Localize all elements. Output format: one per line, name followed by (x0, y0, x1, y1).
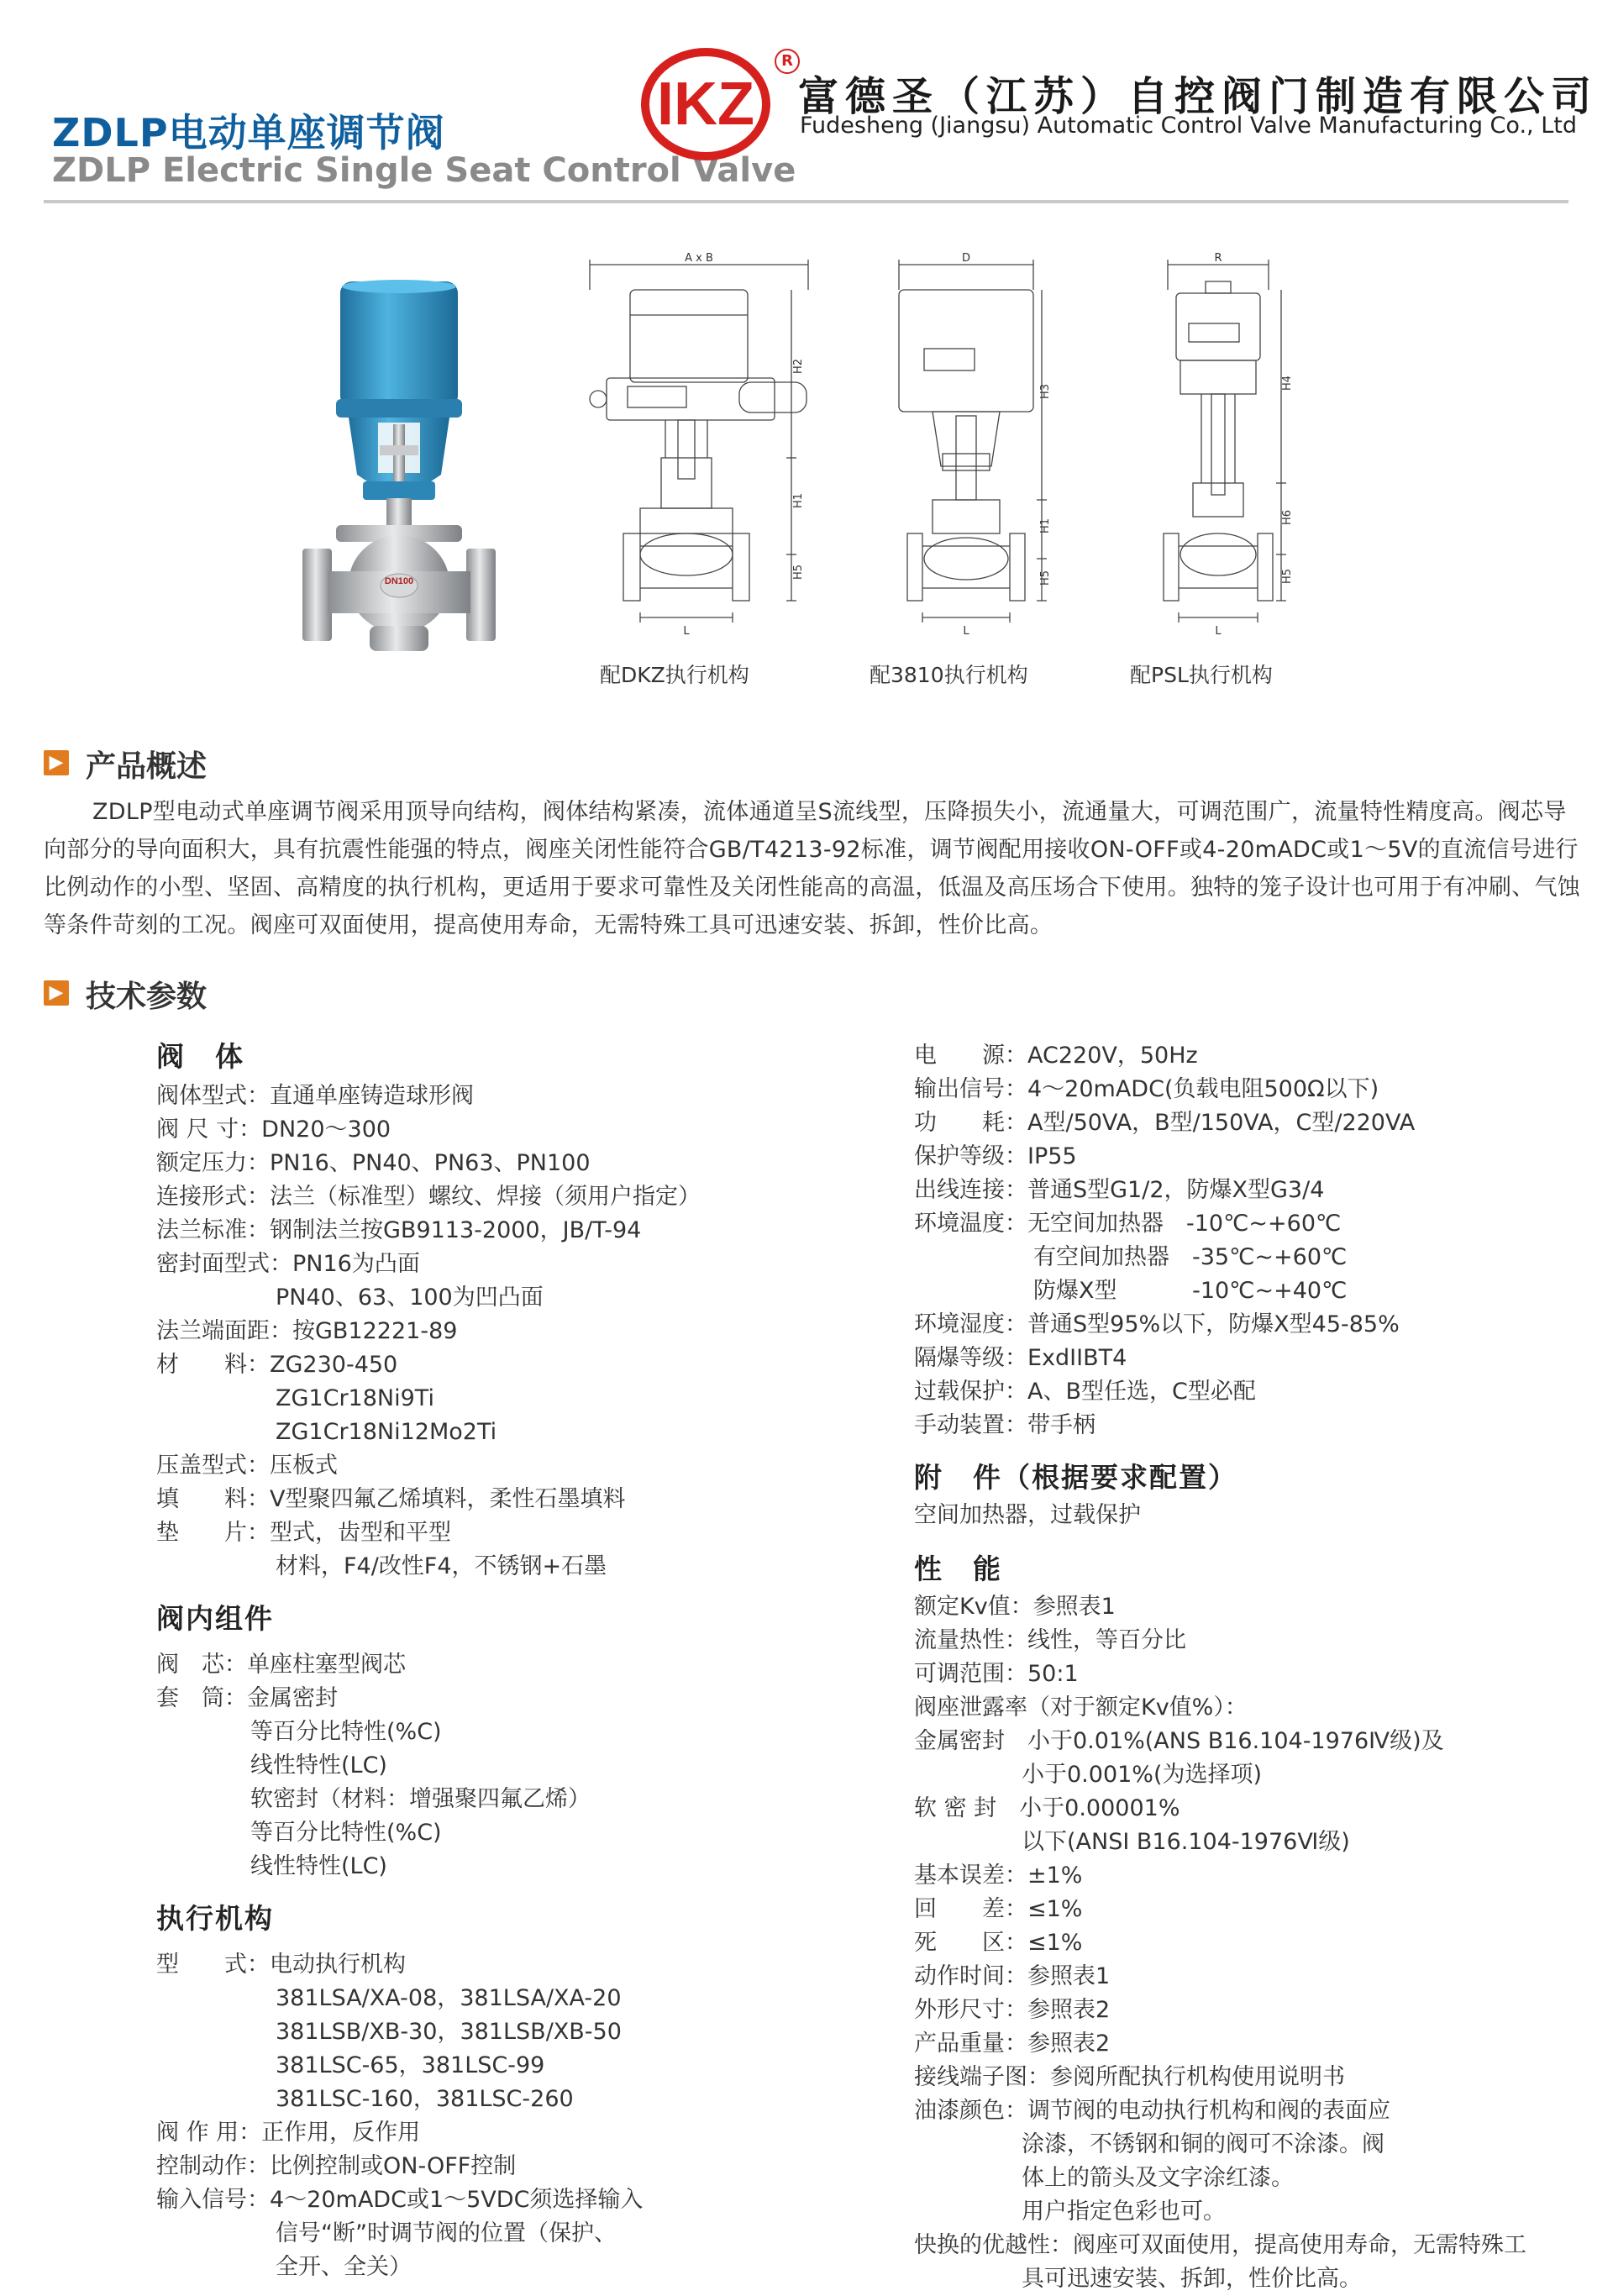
spec-continuation: 有空间加热器 -35℃~+60℃ (1033, 1244, 1348, 1270)
spec-continuation: ZG1Cr18Ni12Mo2Ti (276, 1419, 497, 1445)
spec-label: 过载保护： (914, 1379, 1027, 1405)
spec-label: 软 密 封 (914, 1795, 1020, 1821)
spec-continuation: 全开、全关） (276, 2254, 412, 2280)
spec-value: 正作用，反作用 (261, 2120, 421, 2146)
spec-label: 控制动作： (156, 2153, 270, 2179)
spec-label: 基本误差： (914, 1863, 1027, 1889)
performance-spec-list (914, 1590, 1603, 2296)
spec-label: 环境温度： (914, 1211, 1027, 1237)
spec-value: 小于0.00001% (1019, 1795, 1180, 1821)
spec-value: 单座柱塞型阀芯 (247, 1652, 406, 1678)
spec-row (156, 1180, 912, 1214)
subsection-title-performance: 性 能 (914, 1553, 1002, 1585)
spec-continuation: PN40、63、100为凹凸面 (276, 1285, 544, 1311)
spec-value: 小于0.01%(ANS B16.104-1976Ⅳ级)及 (1027, 1728, 1444, 1754)
spec-row (156, 1214, 912, 1248)
spec-value: 直通单座铸造球形阀 (270, 1083, 474, 1109)
spec-label: 额定Kv值： (914, 1594, 1033, 1620)
spec-row (156, 1113, 912, 1147)
spec-value: ≤1% (1027, 1896, 1083, 1922)
spec-label: 阀体型式： (156, 1083, 270, 1109)
spec-value: A、B型任选，C型必配 (1027, 1379, 1256, 1405)
spec-row (914, 1207, 1603, 1241)
spec-label: 密封面型式： (156, 1251, 292, 1277)
spec-value: 参照表1 (1032, 1594, 1116, 1620)
spec-label: 出线连接： (914, 1177, 1027, 1203)
accessories-text: 空间加热器，过载保护 (914, 1502, 1141, 1528)
spec-row (914, 1994, 1603, 2027)
spec-row (156, 1315, 912, 1348)
header-divider (44, 200, 1568, 203)
spec-value: 法兰（标准型）螺纹、焊接（须用户指定） (270, 1184, 701, 1210)
spec-label: 压盖型式： (156, 1453, 270, 1479)
spec-value: 调节阀的电动执行机构和阀的表面应 (1027, 2098, 1390, 2124)
company-name-cn: 富德圣（江苏）自控阀门制造有限公司 (798, 73, 1599, 120)
spec-row (914, 1409, 1603, 1442)
spec-label: 回 差： (914, 1896, 1027, 1922)
spec-value: 50:1 (1027, 1661, 1079, 1687)
spec-label: 套 筒： (156, 1685, 247, 1711)
spec-row (156, 2183, 912, 2217)
spec-row (914, 2027, 1603, 2061)
spec-row (156, 1648, 912, 1682)
spec-value: 参照表1 (1027, 1963, 1111, 1989)
spec-value: 普通S型G1/2，防爆X型G3/4 (1027, 1177, 1325, 1203)
spec-label: 阀 作 用： (156, 2120, 262, 2146)
spec-label: 垫 片： (156, 1520, 270, 1546)
spec-row (914, 2229, 1603, 2262)
overview-text: ZDLP型电动式单座调节阀采用顶导向结构，阀体结构紧凑，流体通道呈S流线型，压降损失小，流通量大，可调范围广，流量特性精度高。阀芯导向部分的导向面积大，具有抗震性能强的特点，阀座关闭性能符合GB/T4213-92标准，调节阀配用接收ON-OFF或4-20mADC或1～5V的直流信号进行比例动作的小型、坚固、高精度的执行机构，更适用于要求可靠性及关闭性能高的高温，低温及高压场合下使用。独特的笼子设计也可用于有冲刷、气蚀等条件苛刻的工况。阀座可双面使用，提高使用寿命，无需特殊工具可迅速安装、拆卸，性价比高。 (44, 799, 1581, 938)
spec-label: 阀座泄露率（对于额定Kv值%）： (914, 1694, 1248, 1721)
spec-continuation: 381LSC-160，381LSC-260 (276, 2086, 574, 2112)
spec-value: 线性，等百分比 (1027, 1627, 1186, 1653)
spec-continuation: 线性特性(LC) (250, 1853, 387, 1879)
spec-row (156, 1348, 912, 1382)
spec-row (914, 1342, 1603, 1375)
spec-row (156, 2116, 912, 2150)
dim-label: L (963, 625, 969, 638)
spec-row (914, 2094, 1603, 2128)
spec-row (914, 1792, 1603, 1826)
diagram-psl (1143, 252, 1294, 651)
subsection-title-accessories: 附 件（根据要求配置） (914, 1461, 1237, 1494)
spec-value: 型式，齿型和平型 (270, 1520, 451, 1546)
spec-continuation: 小于0.001%(为选择项) (1022, 1762, 1263, 1788)
spec-label: 接线端子图： (914, 2064, 1050, 2090)
spec-row (914, 1893, 1603, 1926)
spec-value: 按GB12221-89 (292, 1318, 458, 1344)
spec-row (914, 1725, 1603, 1758)
spec-row (914, 1859, 1603, 1893)
page-title: ZDLP电动单座调节阀 (52, 110, 445, 155)
spec-row (914, 1039, 1603, 1073)
spec-label: 型 式： (156, 1952, 270, 1978)
dim-label: H3 (1039, 383, 1052, 399)
spec-continuation: 防爆X型 -10℃~+40℃ (1033, 1278, 1348, 1304)
spec-label: 法兰标准： (156, 1217, 270, 1243)
spec-value: 无空间加热器 -10℃~+60℃ (1027, 1211, 1342, 1237)
spec-row (914, 1174, 1603, 1207)
body-spec-list (156, 1080, 912, 1584)
spec-continuation: 等百分比特性(%C) (250, 1719, 442, 1745)
spec-row (914, 1375, 1603, 1409)
dim-label: H6 (1281, 509, 1294, 525)
spec-continuation: 具可迅速安装、拆卸，性价比高。 (1022, 2266, 1362, 2292)
spec-value: 参照表2 (1027, 1997, 1111, 2023)
spec-value: V型聚四氟乙烯填料，柔性石墨填料 (270, 1486, 626, 1512)
company-logo (640, 47, 771, 161)
dim-label: H1 (792, 492, 805, 508)
spec-value: 压板式 (270, 1453, 338, 1479)
spec-value: A型/50VA，B型/150VA，C型/220VA (1027, 1110, 1416, 1136)
spec-column-left (156, 1035, 912, 2284)
spec-label: 输出信号： (914, 1076, 1027, 1102)
logo-text: IKZ (657, 71, 754, 138)
dim-label: H5 (792, 564, 805, 580)
spec-value: IP55 (1027, 1143, 1077, 1169)
spec-value: 4～20mADC(负载电阻500Ω以下) (1027, 1076, 1379, 1102)
spec-label: 可调范围： (914, 1661, 1027, 1687)
spec-value: 金属密封 (247, 1685, 338, 1711)
spec-row (914, 1590, 1603, 1624)
dim-label: L (1215, 625, 1222, 638)
spec-label: 输入信号： (156, 2187, 270, 2213)
spec-row (914, 1926, 1603, 1960)
photo-plate-text: DN100 (384, 576, 414, 586)
spec-row (156, 1516, 912, 1550)
spec-value: 参阅所配执行机构使用说明书 (1050, 2064, 1345, 2090)
spec-continuation: ZG1Cr18Ni9Ti (276, 1385, 434, 1411)
section-title-tech: 技术参数 (86, 980, 208, 1014)
spec-column-right (914, 1039, 1603, 2296)
dim-label: A x B (685, 252, 713, 265)
spec-label: 电 源： (914, 1043, 1027, 1069)
spec-row (156, 1948, 912, 1982)
spec-row (914, 1140, 1603, 1174)
spec-value: ZG230-450 (270, 1352, 398, 1378)
dim-label: H5 (1281, 568, 1294, 584)
dim-label: H4 (1281, 375, 1294, 391)
company-name-en: Fudesheng (Jiangsu) Automatic Control Valve Manufacturing Co., Ltd (800, 113, 1577, 139)
actuator-spec-list (156, 1948, 912, 2284)
spec-label: 隔爆等级： (914, 1345, 1027, 1371)
subsection-title-actuator: 执行机构 (156, 1902, 274, 1935)
dim-label: L (683, 625, 690, 638)
spec-continuation: 以下(ANSI B16.104-1976Ⅵ级) (1022, 1829, 1350, 1855)
spec-label: 法兰端面距： (156, 1318, 292, 1344)
spec-continuation: 381LSA/XA-08，381LSA/XA-20 (276, 1985, 622, 2011)
spec-label: 材 料： (156, 1352, 270, 1378)
spec-row (914, 1624, 1603, 1658)
spec-value: ≤1% (1027, 1930, 1083, 1956)
spec-label: 功 耗： (914, 1110, 1027, 1136)
spec-row (156, 1248, 912, 1281)
figure-caption: 配DKZ执行机构 (600, 663, 749, 687)
spec-continuation: 体上的箭头及文字涂红漆。 (1022, 2165, 1294, 2191)
spec-continuation: 信号“断”时调节阀的位置（保护、 (276, 2220, 617, 2246)
spec-label: 外形尺寸： (914, 1997, 1027, 2023)
spec-value: 带手柄 (1027, 1412, 1095, 1438)
electrical-spec-list (914, 1039, 1603, 1442)
spec-label: 油漆颜色： (914, 2098, 1027, 2124)
spec-value: 比例控制或ON-OFF控制 (270, 2153, 517, 2179)
spec-value: DN20～300 (261, 1116, 391, 1143)
spec-label: 产品重量： (914, 2031, 1027, 2057)
spec-row (156, 1080, 912, 1113)
spec-value: 4～20mADC或1～5VDC须选择输入 (270, 2187, 644, 2213)
registered-mark: R (775, 49, 800, 74)
valve-product-photo (302, 281, 504, 668)
section-arrow-icon: ▶ (44, 980, 69, 1006)
spec-label: 手动装置： (914, 1412, 1027, 1438)
spec-row (914, 1691, 1603, 1725)
spec-continuation: 用户指定色彩也可。 (1022, 2199, 1226, 2225)
spec-label: 流量热性： (914, 1627, 1027, 1653)
dim-label: D (961, 252, 971, 265)
spec-value: AC220V，50Hz (1027, 1043, 1198, 1069)
spec-continuation: 线性特性(LC) (250, 1752, 387, 1778)
subsection-title-body: 阀 体 (156, 1040, 244, 1073)
spec-value: 电动执行机构 (270, 1952, 406, 1978)
spec-value: 阀座可双面使用，提高使用寿命，无需特殊工 (1073, 2232, 1526, 2258)
subsection-title-internals: 阀内组件 (156, 1602, 274, 1635)
spec-row (914, 1658, 1603, 1691)
figure-caption: 配PSL执行机构 (1130, 663, 1273, 687)
spec-label: 阀 尺 寸： (156, 1116, 262, 1143)
spec-continuation: 等百分比特性(%C) (250, 1820, 442, 1846)
section-arrow-icon: ▶ (44, 750, 69, 775)
spec-label: 动作时间： (914, 1963, 1027, 1989)
spec-value: ±1% (1027, 1863, 1083, 1889)
dim-label: H1 (1039, 518, 1052, 533)
dim-label: H5 (1039, 570, 1052, 586)
diagram-dkz (581, 252, 817, 651)
spec-label: 金属密封 (914, 1728, 1027, 1754)
spec-continuation: 381LSB/XB-30，381LSB/XB-50 (276, 2019, 622, 2045)
spec-label: 阀 芯： (156, 1652, 247, 1678)
spec-row (156, 1147, 912, 1180)
figure-caption: 配3810执行机构 (870, 663, 1028, 687)
spec-value: 钢制法兰按GB9113-2000，JB/T-94 (270, 1217, 642, 1243)
dim-label: H2 (792, 358, 805, 374)
spec-row (156, 1682, 912, 1715)
spec-label: 环境湿度： (914, 1311, 1027, 1337)
spec-label: 额定压力： (156, 1150, 270, 1176)
spec-row (914, 2061, 1603, 2094)
spec-row (156, 2150, 912, 2183)
spec-continuation: 软密封（材料：增强聚四氟乙烯） (250, 1786, 591, 1812)
spec-value: 参照表2 (1027, 2031, 1111, 2057)
spec-label: 连接形式： (156, 1184, 270, 1210)
spec-row (914, 1308, 1603, 1342)
spec-continuation: 381LSC-65，381LSC-99 (276, 2052, 545, 2078)
spec-row (914, 1106, 1603, 1140)
spec-value: 普通S型95%以下，防爆X型45-85% (1027, 1311, 1400, 1337)
dim-label: R (1214, 252, 1222, 265)
spec-continuation: 涂漆，不锈钢和铜的阀可不涂漆。阀 (1022, 2131, 1384, 2157)
spec-row (156, 1449, 912, 1483)
page-subtitle: ZDLP Electric Single Seat Control Valve (52, 151, 796, 190)
spec-value: PN16为凸面 (292, 1251, 420, 1277)
spec-label: 保护等级： (914, 1143, 1027, 1169)
internals-spec-list (156, 1648, 912, 1884)
spec-label: 快换的优越性： (914, 2232, 1073, 2258)
section-title-overview: 产品概述 (86, 749, 208, 784)
spec-label: 死 区： (914, 1930, 1027, 1956)
spec-row (914, 1073, 1603, 1106)
spec-row (914, 1960, 1603, 1994)
diagram-3810 (882, 252, 1052, 651)
spec-continuation: 材料，F4/改性F4，不锈钢+石墨 (276, 1553, 607, 1579)
spec-value: ExdIIBT4 (1027, 1345, 1127, 1371)
spec-label: 填 料： (156, 1486, 270, 1512)
spec-value: PN16、PN40、PN63、PN100 (270, 1150, 591, 1176)
spec-row (156, 1483, 912, 1516)
